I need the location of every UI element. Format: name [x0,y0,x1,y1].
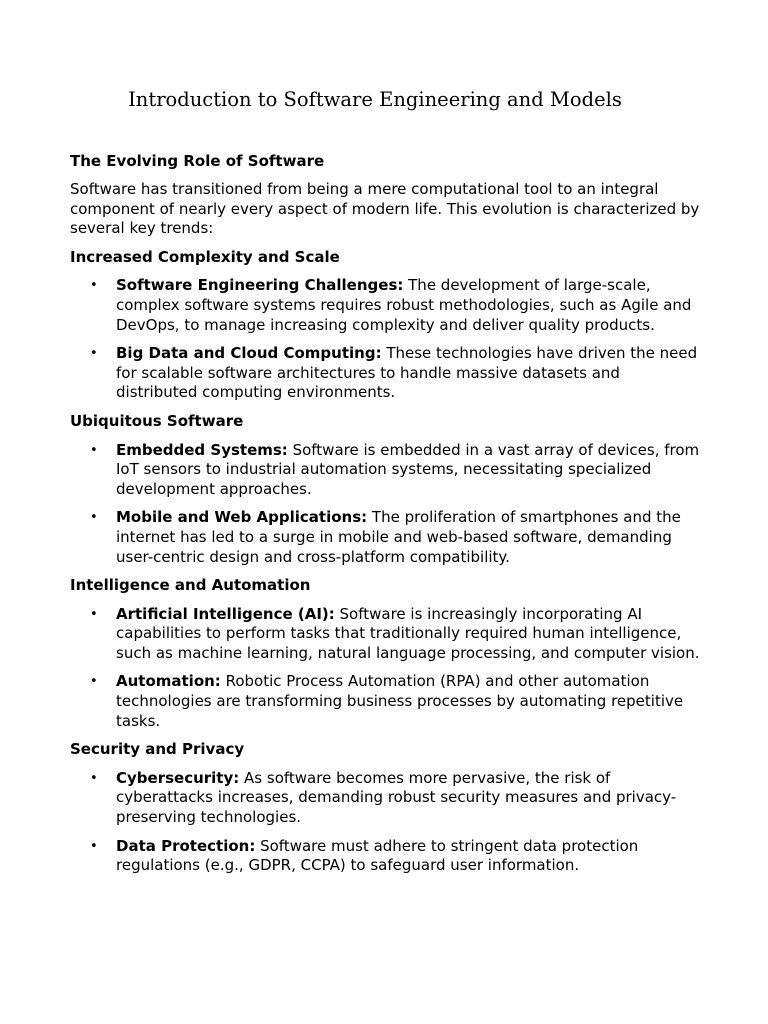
list-item [70,441,700,500]
list-item [70,276,700,335]
list-item [70,837,700,876]
item-term: Artificial Intelligence (AI): [116,604,335,623]
item-text: Robotic Process Automation (RPA) and other automation technologies are transforming business processes by automating repetitive tasks. [116,672,684,730]
bullet-icon: • [90,838,98,854]
bullet-list-intelligence [70,605,700,732]
item-term: Automation: [116,672,221,691]
section-heading-ubiquitous: Ubiquitous Software [70,411,244,430]
list-item [70,508,700,567]
item-term: Mobile and Web Applications: [116,508,368,527]
item-text: Software is embedded in a vast array of devices, from IoT sensors to industrial automation systems, necessitating specialized development approaches. [116,440,700,498]
main-heading: The Evolving Role of Software [70,152,325,170]
list-item [70,344,700,403]
document-title: Introduction to Software Engineering and Models [128,88,622,111]
bullet-icon: • [90,346,98,362]
bullet-list-ubiquitous [70,441,700,568]
section-heading-complexity: Increased Complexity and Scale [70,247,340,266]
bullet-icon: • [90,278,98,294]
document-body [70,151,700,885]
item-text: As software becomes more pervasive, the risk of cyberattacks increases, demanding robust security measures and privacy-preserving technologies. [116,768,677,827]
list-item [70,769,700,828]
item-text: The development of large-scale, complex software systems requires robust methodologies, such as Agile and DevOps, to manage increasing complexity and deliver quality products. [116,276,692,334]
section-heading-intelligence: Intelligence and Automation [70,576,311,595]
bullet-list-security [70,769,700,876]
item-text: Software is increasingly incorporating AI capabilities to perform tasks that traditionally required human intelligence, such as machine learning, natural language processing, and computer vision. [116,604,700,662]
bullet-icon: • [90,770,98,786]
item-term: Cybersecurity: [116,768,240,787]
bullet-icon: • [90,442,98,458]
list-item [70,672,700,731]
item-text: Software must adhere to stringent data protection regulations (e.g., GDPR, CCPA) to safeguard user information. [116,836,639,875]
bullet-icon: • [90,674,98,690]
intro-paragraph: Software has transitioned from being a mere computational tool to an integral component of nearly every aspect of modern life. This evolution is characterized by several key trends: [70,180,700,238]
section-heading-security: Security and Privacy [70,740,245,759]
item-term: Big Data and Cloud Computing: [116,344,382,363]
item-term: Embedded Systems: [116,440,288,459]
bullet-icon: • [90,510,98,526]
item-text: These technologies have driven the need for scalable software architectures to handle massive datasets and distributed computing environments. [116,344,698,402]
item-term: Software Engineering Challenges: [116,276,404,295]
item-text: The proliferation of smartphones and the internet has led to a surge in mobile and web-based software, demanding user-centric design and cross-platform compatibility. [116,508,681,566]
bullet-icon: • [90,606,98,622]
item-term: Data Protection: [116,836,256,855]
list-item [70,605,700,664]
bullet-list-complexity [70,276,700,403]
